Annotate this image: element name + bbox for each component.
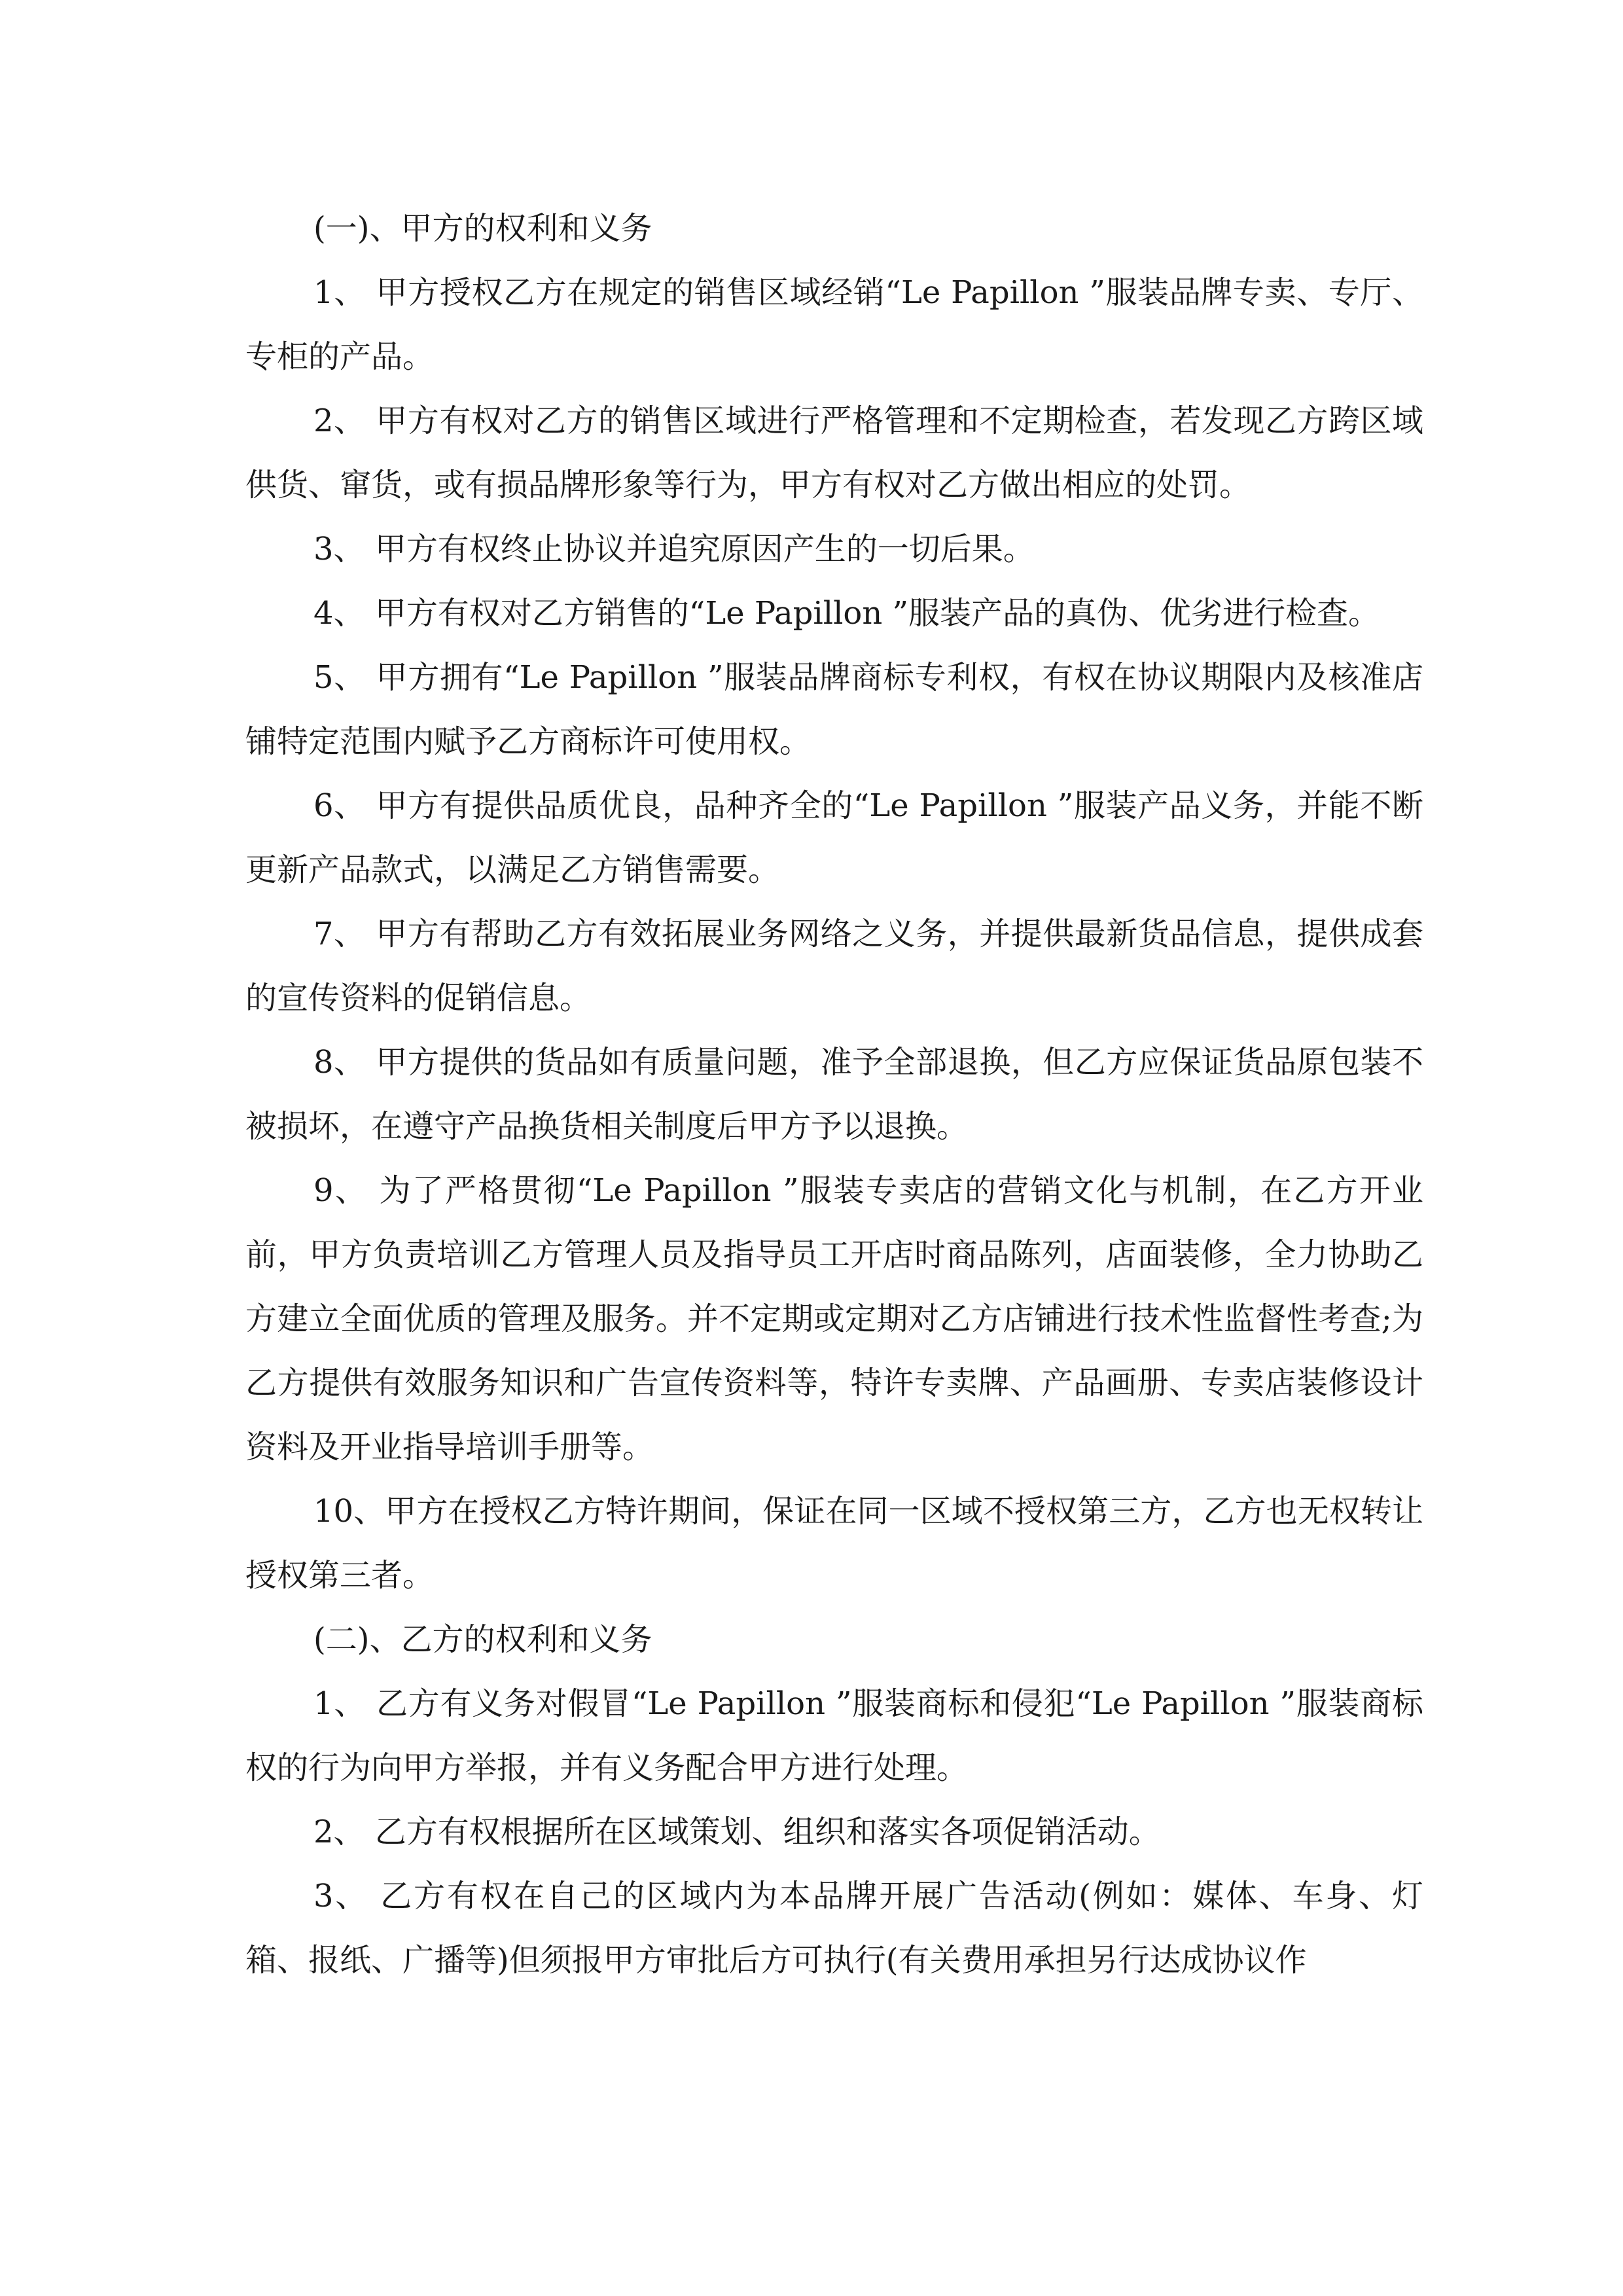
clause-a-6: 6、 甲方有提供品质优良，品种齐全的“Le Papillon ”服装产品义务，并能不断更新产品款式，以满足乙方销售需要。 xyxy=(245,787,1423,888)
clause-b-1: 1、 乙方有义务对假冒“Le Papillon ”服装商标和侵犯“Le Papillon ”服装商标权的行为向甲方举报，并有义务配合甲方进行处理。 xyxy=(245,1685,1423,1786)
clause-a-4: 4、 甲方有权对乙方销售的“Le Papillon ”服装产品的真伪、优劣进行检查。 xyxy=(313,595,1380,632)
section-heading-party-a: (一)、甲方的权利和义务 xyxy=(313,210,652,247)
clause-a-3: 3、 甲方有权终止协议并追究原因产生的一切后果。 xyxy=(313,531,1035,567)
clause-b-2: 2、 乙方有权根据所在区域策划、组织和落实各项促销活动。 xyxy=(313,1814,1160,1850)
clause-a-2: 2、 甲方有权对乙方的销售区域进行严格管理和不定期检查，若发现乙方跨区域供货、窜货，或有损品牌形象等行为，甲方有权对乙方做出相应的处罚。 xyxy=(245,403,1423,503)
clause-a-1: 1、 甲方授权乙方在规定的销售区域经销“Le Papillon ”服装品牌专卖、专厅、专柜的产品。 xyxy=(245,274,1423,375)
clause-a-9: 9、 为了严格贯彻“Le Papillon ”服装专卖店的营销文化与机制，在乙方开业前，甲方负责培训乙方管理人员及指导员工开店时商品陈列，店面装修，全力协助乙方建立全面优质的管理及服务。并不定期或定期对乙方店铺进行技术性监督性考查;为乙方提供有效服务知识和广告宣传资料等，特许专卖牌、产品画册、专卖店装修设计资料及开业指导培训手册等。 xyxy=(245,1172,1423,1465)
clause-a-8: 8、 甲方提供的货品如有质量问题，准予全部退换，但乙方应保证货品原包装不被损坏，在遵守产品换货相关制度后甲方予以退换。 xyxy=(245,1044,1423,1145)
document-body xyxy=(245,196,1423,1992)
section-heading-party-b: (二)、乙方的权利和义务 xyxy=(313,1621,652,1658)
clause-b-3: 3、 乙方有权在自己的区域内为本品牌开展广告活动(例如：媒体、车身、灯箱、报纸、广播等)但须报甲方审批后方可执行(有关费用承担另行达成协议作 xyxy=(245,1878,1423,1979)
clause-a-10: 10、甲方在授权乙方特许期间，保证在同一区域不授权第三方，乙方也无权转让授权第三者。 xyxy=(245,1493,1423,1594)
clause-a-7: 7、 甲方有帮助乙方有效拓展业务网络之义务，并提供最新货品信息，提供成套的宣传资料的促销信息。 xyxy=(245,916,1423,1016)
clause-a-5: 5、 甲方拥有“Le Papillon ”服装品牌商标专利权，有权在协议期限内及核准店铺特定范围内赋予乙方商标许可使用权。 xyxy=(245,659,1423,760)
